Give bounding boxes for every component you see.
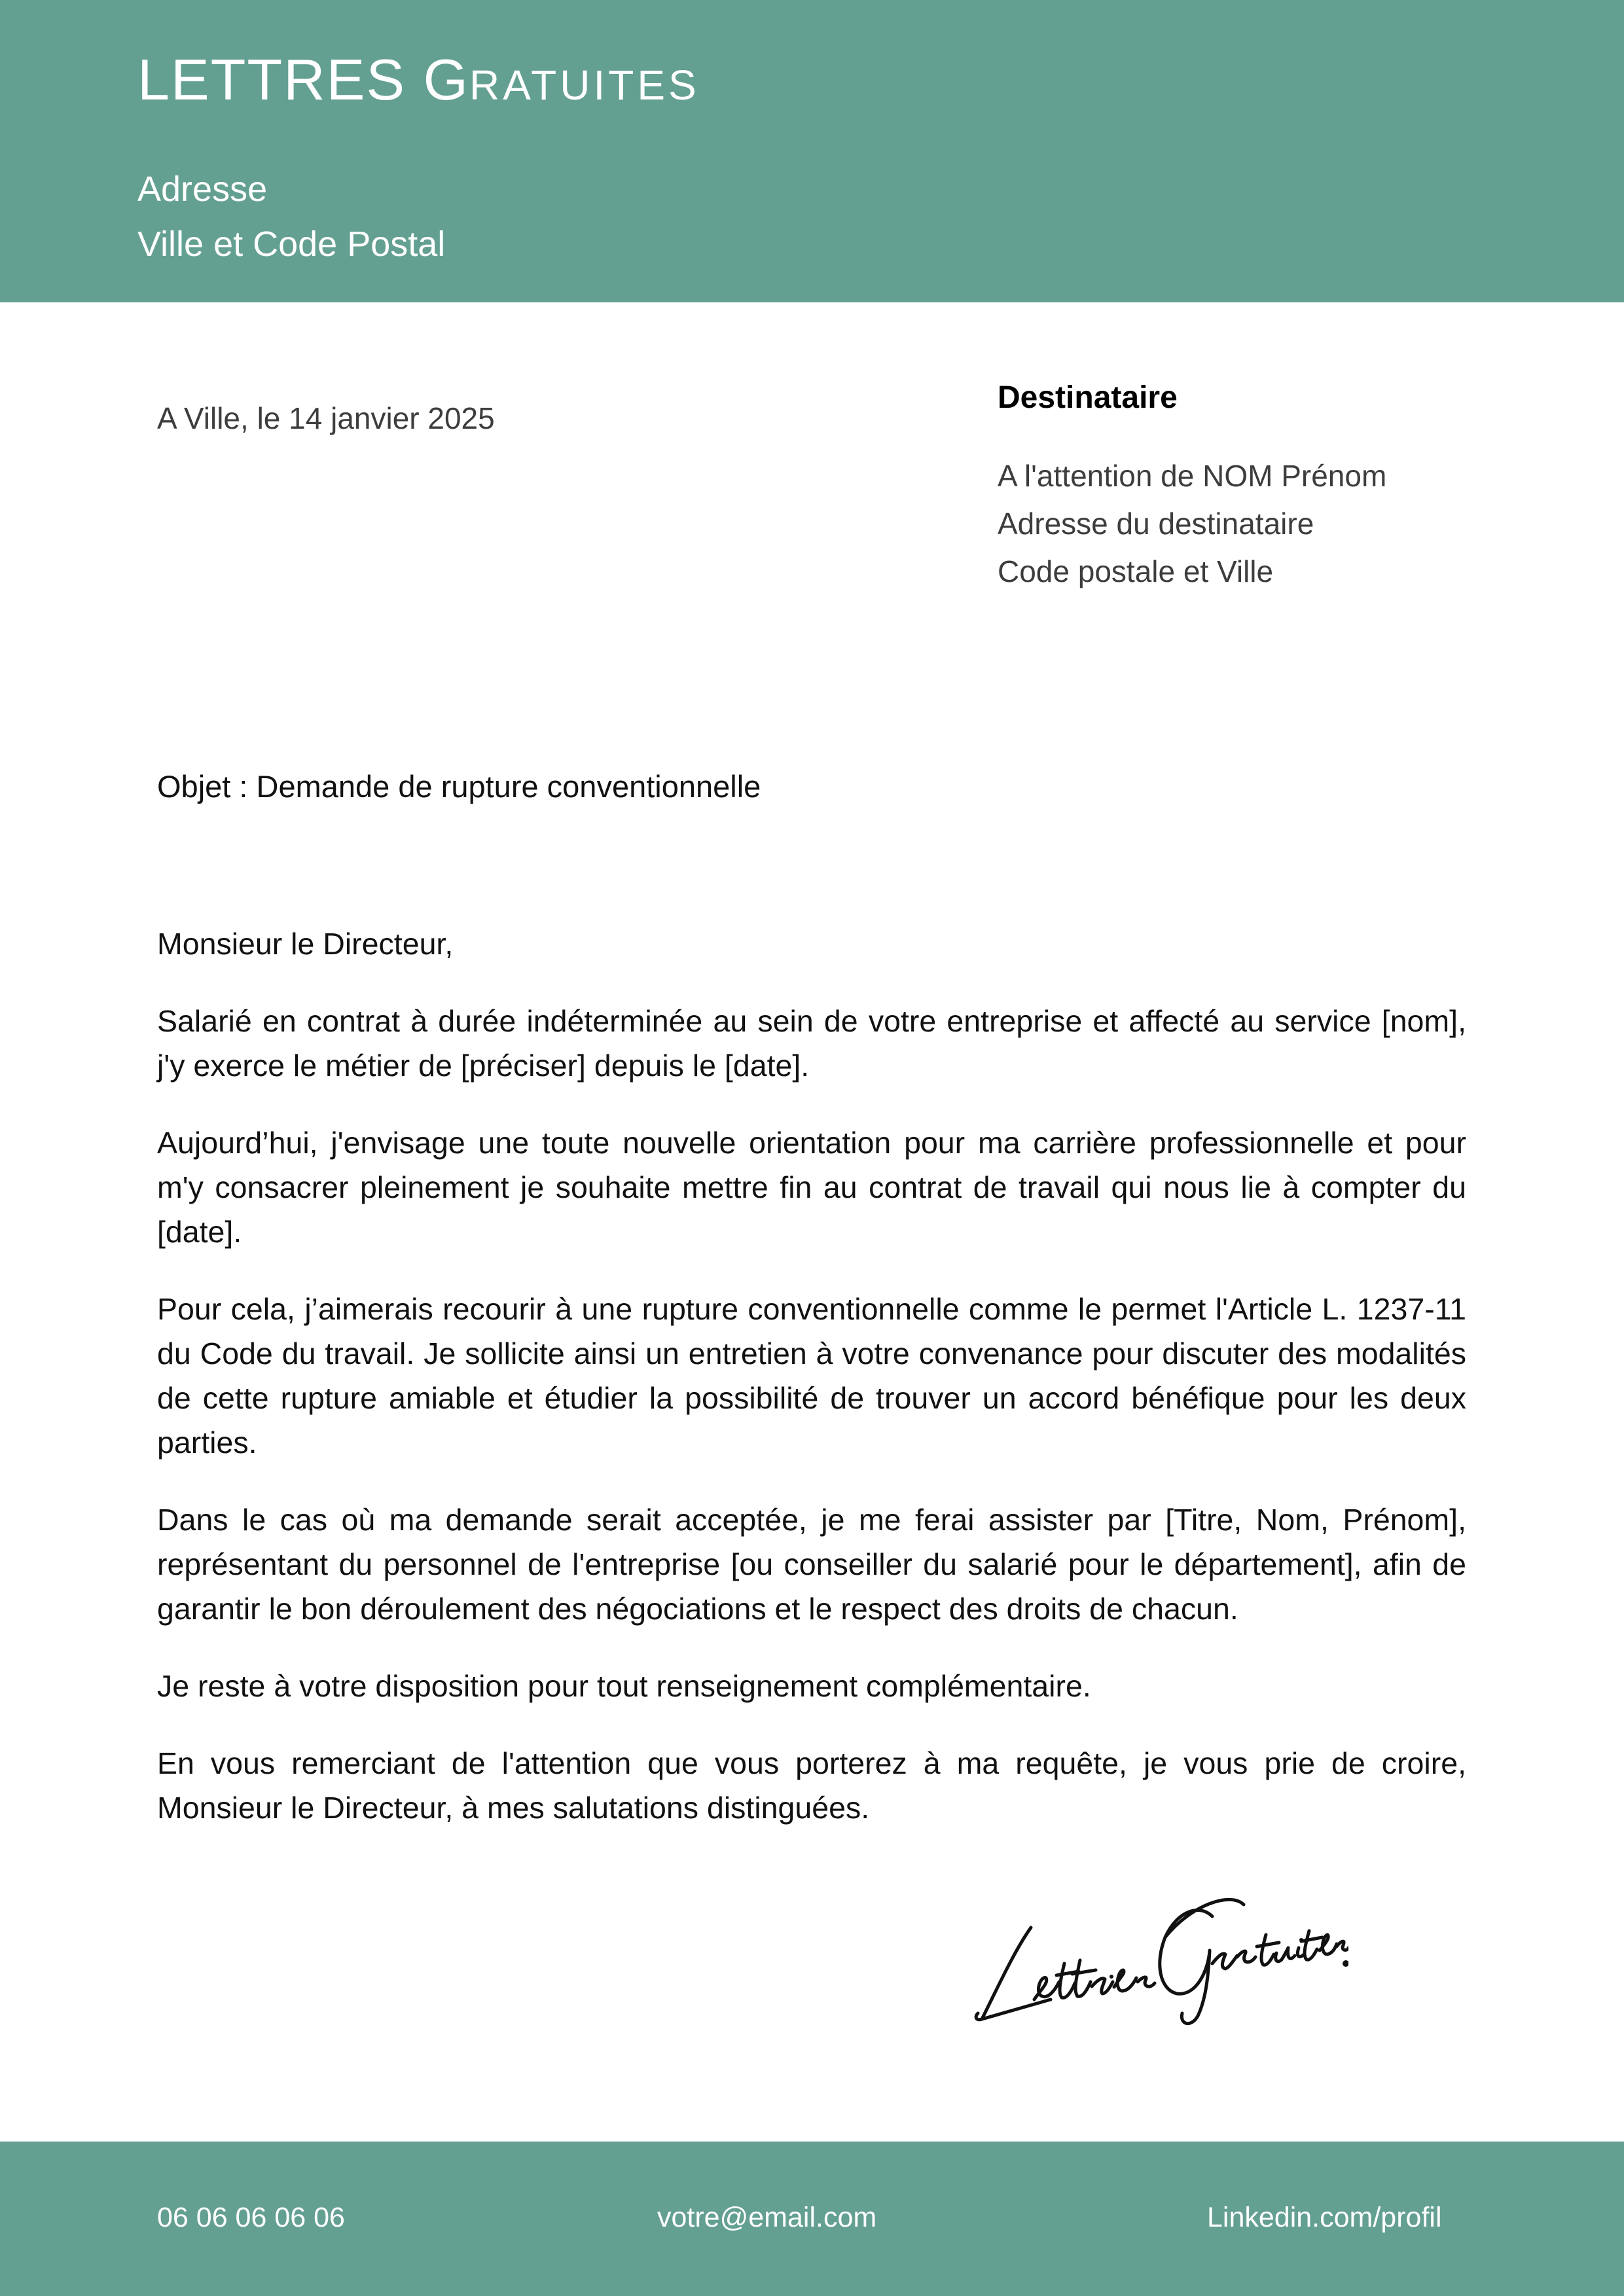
paragraph: Salarié en contrat à durée indéterminée au sein de votre entreprise et affecté au service [nom], j'y exerce le métier de [préciser] depuis le [date]. xyxy=(157,1004,1466,1083)
paragraph: Aujourd’hui, j'envisage une toute nouvelle orientation pour ma carrière professionnelle et pour m'y consacrer pleinement je souhaite mettre fin au contrat de travail qui nous lie à compter du [date]. xyxy=(157,1126,1466,1249)
paragraph: En vous remerciant de l'attention que vous porterez à ma requête, je vous prie de croire, Monsieur le Directeur, à mes salutations distinguées. xyxy=(157,1746,1466,1825)
recipient-title: Destinataire xyxy=(998,380,1178,415)
recipient-postal-city: Code postale et Ville xyxy=(998,554,1274,588)
letter-body xyxy=(157,922,1466,1863)
paragraph: Pour cela, j’aimerais recourir à une rupture conventionnelle comme le permet l'Article L. 1237-11 du Code du travail. Je sollicite ainsi un entretien à votre convenance pour discuter des modalités de cette rupture amiable et étudier la possibilité de trouver un accord bénéfique pour les deux parties. xyxy=(157,1292,1466,1460)
brand-title-main: LETTRES G xyxy=(137,47,469,112)
paragraph: Je reste à votre disposition pour tout renseignement complémentaire. xyxy=(157,1669,1091,1703)
brand-title xyxy=(137,47,700,112)
header-band xyxy=(0,0,1624,302)
date-line: A Ville, le 14 janvier 2025 xyxy=(157,401,495,435)
recipient-address: Adresse du destinataire xyxy=(998,507,1314,541)
salutation: Monsieur le Directeur, xyxy=(157,927,454,961)
subject-line: Objet : Demande de rupture conventionnelle xyxy=(157,769,761,804)
footer-email[interactable]: votre@email.com xyxy=(657,2202,877,2233)
footer-linkedin[interactable]: Linkedin.com/profil xyxy=(1207,2202,1442,2233)
footer-phone: 06 06 06 06 06 xyxy=(157,2202,345,2233)
signature xyxy=(969,1865,1348,2029)
sender-address: Adresse xyxy=(137,170,268,209)
recipient-attention: A l'attention de NOM Prénom xyxy=(998,459,1387,493)
sender-city-postal: Ville et Code Postal xyxy=(137,224,446,264)
brand-title-smallcaps: RATUITES xyxy=(469,62,700,109)
paragraph: Dans le cas où ma demande serait acceptée, je me ferai assister par [Titre, Nom, Prénom], représentant du personnel de l'entreprise [ou conseiller du salarié pour le département], afin de garantir le bon déroulement des négociations et le respect des droits de chacun. xyxy=(157,1503,1466,1626)
